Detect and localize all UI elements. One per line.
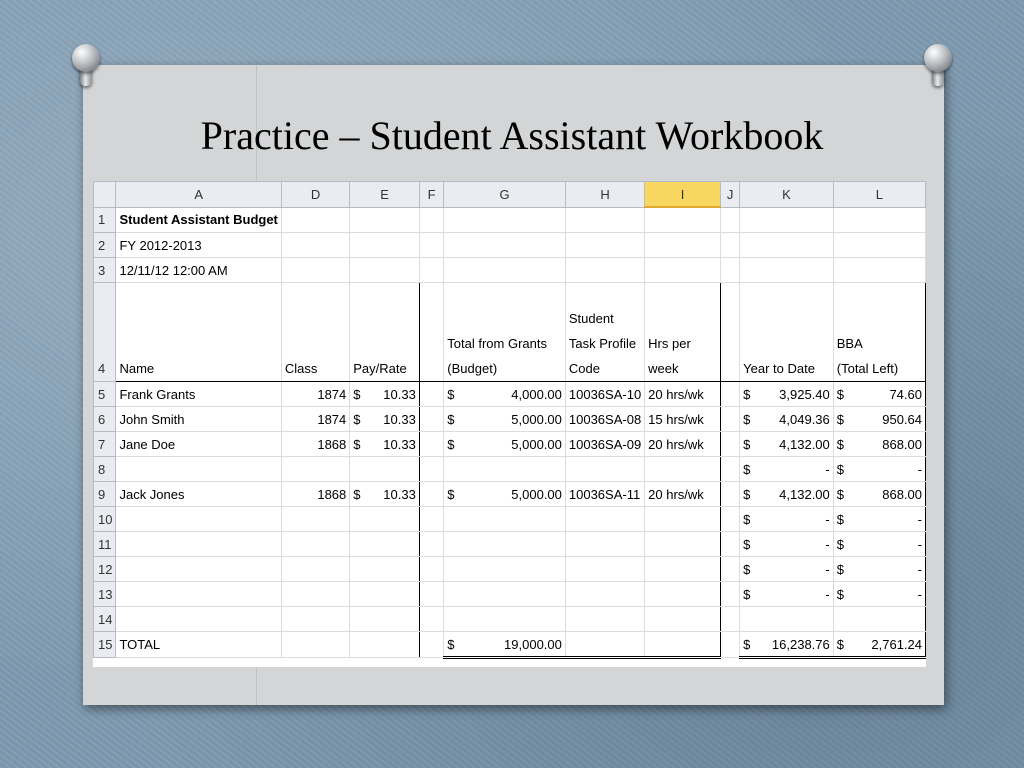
- spreadsheet-grid: [93, 181, 926, 659]
- currency-symbol: $: [743, 586, 751, 602]
- cell-task-code[interactable]: 10036SA-08: [565, 407, 644, 432]
- cell-pay-rate[interactable]: [350, 407, 420, 432]
- currency-symbol: $: [743, 511, 751, 527]
- cell-empty[interactable]: [565, 632, 644, 658]
- amount-value: -: [917, 586, 922, 602]
- total-bba[interactable]: [833, 632, 925, 658]
- cell-empty[interactable]: [419, 233, 443, 258]
- row-number[interactable]: 10: [94, 507, 116, 532]
- column-header-f[interactable]: F: [419, 182, 443, 208]
- cell-empty[interactable]: [350, 632, 420, 658]
- cell-bba[interactable]: [833, 382, 925, 407]
- header-total-from-grants-line: Total from Grants: [447, 336, 547, 351]
- cell-bba[interactable]: [833, 557, 925, 582]
- amount-value: 10.33: [383, 411, 416, 427]
- cell-empty[interactable]: [645, 632, 721, 658]
- pushpin-left-icon: [72, 44, 100, 92]
- cell-name[interactable]: [116, 607, 281, 632]
- currency-symbol: $: [447, 636, 455, 652]
- amount-value: -: [917, 461, 922, 477]
- cell-empty[interactable]: [419, 607, 443, 632]
- cell-empty[interactable]: [740, 258, 834, 283]
- cell-class[interactable]: 1868: [281, 482, 349, 507]
- cell-a[interactable]: Student Assistant Budget: [116, 207, 281, 233]
- cell-hrs[interactable]: [645, 557, 721, 582]
- header-task-profile-code-line: Code: [568, 361, 600, 376]
- cell-empty[interactable]: [419, 432, 443, 457]
- cell-empty[interactable]: [419, 582, 443, 607]
- cell-empty[interactable]: [740, 207, 834, 233]
- table-row: [94, 382, 926, 407]
- cell-empty[interactable]: [645, 258, 721, 283]
- cell-name[interactable]: [116, 557, 281, 582]
- cell-year-to-date[interactable]: [740, 557, 834, 582]
- cell-bba[interactable]: [833, 457, 925, 482]
- row-number[interactable]: 4: [94, 283, 116, 382]
- amount-value: 74.60: [889, 386, 922, 402]
- cell-name[interactable]: Jane Doe: [116, 432, 281, 457]
- currency-symbol: $: [353, 486, 361, 502]
- row-number[interactable]: 15: [94, 632, 116, 658]
- cell-budget[interactable]: [444, 482, 566, 507]
- cell-bba[interactable]: [833, 432, 925, 457]
- table-row: [94, 457, 926, 482]
- cell-hrs[interactable]: 20 hrs/wk: [645, 482, 721, 507]
- header-task-profile-code-line: Student: [568, 311, 614, 326]
- cell-empty[interactable]: [444, 207, 566, 233]
- cell-task-code[interactable]: [565, 532, 644, 557]
- cell-year-to-date[interactable]: [740, 532, 834, 557]
- amount-value: 5,000.00: [511, 486, 562, 502]
- cell-year-to-date[interactable]: [740, 432, 834, 457]
- table-row: [94, 557, 926, 582]
- currency-symbol: $: [743, 436, 751, 452]
- row-number[interactable]: 8: [94, 457, 116, 482]
- cell-empty[interactable]: [419, 258, 443, 283]
- cell-empty[interactable]: [281, 207, 349, 233]
- amount-value: 950.64: [882, 411, 922, 427]
- table-header-row: [94, 283, 926, 382]
- total-label[interactable]: TOTAL: [116, 632, 281, 658]
- cell-empty[interactable]: [419, 532, 443, 557]
- cell-empty[interactable]: [444, 258, 566, 283]
- row-number[interactable]: 11: [94, 532, 116, 557]
- row-number[interactable]: 13: [94, 582, 116, 607]
- cell-a[interactable]: 12/11/12 12:00 AM: [116, 258, 281, 283]
- currency-symbol: $: [743, 636, 751, 652]
- cell-budget[interactable]: [444, 582, 566, 607]
- cell-empty[interactable]: [419, 557, 443, 582]
- cell-task-code[interactable]: [565, 582, 644, 607]
- column-header-h[interactable]: H: [565, 182, 644, 208]
- cell-empty[interactable]: [721, 207, 740, 233]
- cell-budget[interactable]: [444, 557, 566, 582]
- cell-bba[interactable]: [833, 532, 925, 557]
- column-header-g[interactable]: G: [444, 182, 566, 208]
- cell-year-to-date[interactable]: [740, 582, 834, 607]
- amount-value: 5,000.00: [511, 411, 562, 427]
- header-class[interactable]: Class: [281, 283, 349, 382]
- cell-class[interactable]: [281, 532, 349, 557]
- cell-empty[interactable]: [281, 632, 349, 658]
- cell-empty[interactable]: [721, 607, 740, 632]
- amount-value: -: [917, 561, 922, 577]
- cell-bba[interactable]: [833, 582, 925, 607]
- row-number[interactable]: 7: [94, 432, 116, 457]
- cell-empty[interactable]: [721, 582, 740, 607]
- cell-bba[interactable]: [833, 607, 925, 632]
- cell-empty[interactable]: [721, 507, 740, 532]
- cell-year-to-date[interactable]: [740, 407, 834, 432]
- cell-pay-rate[interactable]: [350, 507, 420, 532]
- sheet-row: [94, 233, 926, 258]
- sheet-row: [94, 258, 926, 283]
- row-number[interactable]: 6: [94, 407, 116, 432]
- currency-symbol: $: [447, 411, 455, 427]
- cell-empty[interactable]: [281, 233, 349, 258]
- table-row: [94, 507, 926, 532]
- amount-value: 4,132.00: [779, 436, 830, 452]
- cell-budget[interactable]: [444, 407, 566, 432]
- cell-year-to-date[interactable]: [740, 482, 834, 507]
- header-task-profile-code[interactable]: [565, 283, 644, 382]
- cell-empty[interactable]: [565, 207, 644, 233]
- cell-hrs[interactable]: [645, 582, 721, 607]
- currency-symbol: $: [743, 386, 751, 402]
- currency-symbol: $: [836, 436, 844, 452]
- header-task-profile-code-line: Task Profile: [568, 336, 637, 351]
- cell-empty[interactable]: [419, 457, 443, 482]
- header-pay-rate[interactable]: Pay/Rate: [350, 283, 420, 382]
- cell-hrs[interactable]: [645, 532, 721, 557]
- cell-task-code[interactable]: [565, 457, 644, 482]
- cell-empty[interactable]: [350, 207, 420, 233]
- row-number[interactable]: 5: [94, 382, 116, 407]
- column-header-k[interactable]: K: [740, 182, 834, 208]
- cell-name[interactable]: John Smith: [116, 407, 281, 432]
- cell-empty[interactable]: [444, 233, 566, 258]
- header-total-from-grants-line: (Budget): [447, 361, 498, 376]
- cell-empty[interactable]: [721, 557, 740, 582]
- cell-empty[interactable]: [281, 258, 349, 283]
- amount-value: -: [825, 536, 830, 552]
- currency-symbol: $: [836, 511, 844, 527]
- cell-class[interactable]: 1868: [281, 432, 349, 457]
- column-header-j[interactable]: J: [721, 182, 740, 208]
- cell-pay-rate[interactable]: [350, 607, 420, 632]
- row-number[interactable]: 3: [94, 258, 116, 283]
- amount-value: 5,000.00: [511, 436, 562, 452]
- cell-empty[interactable]: [721, 407, 740, 432]
- amount-value: 10.33: [383, 436, 416, 452]
- currency-symbol: $: [447, 486, 455, 502]
- cell-name[interactable]: [116, 507, 281, 532]
- cell-budget[interactable]: [444, 607, 566, 632]
- cell-task-code[interactable]: 10036SA-10: [565, 382, 644, 407]
- sheet-row: [94, 207, 926, 233]
- amount-value: 4,132.00: [779, 486, 830, 502]
- cell-class[interactable]: [281, 507, 349, 532]
- cell-budget[interactable]: [444, 382, 566, 407]
- cell-empty[interactable]: [740, 233, 834, 258]
- cell-empty[interactable]: [721, 283, 740, 382]
- cell-empty[interactable]: [419, 407, 443, 432]
- currency-symbol: $: [743, 411, 751, 427]
- currency-symbol: $: [836, 486, 844, 502]
- amount-value: 4,049.36: [779, 411, 830, 427]
- total-budget[interactable]: [444, 632, 566, 658]
- row-number[interactable]: 2: [94, 233, 116, 258]
- table-row: [94, 432, 926, 457]
- cell-task-code[interactable]: 10036SA-09: [565, 432, 644, 457]
- cell-name[interactable]: [116, 532, 281, 557]
- cell-empty[interactable]: [721, 482, 740, 507]
- amount-value: 10.33: [383, 486, 416, 502]
- cell-pay-rate[interactable]: [350, 382, 420, 407]
- currency-symbol: $: [836, 636, 844, 652]
- table-row: [94, 607, 926, 632]
- amount-value: 868.00: [882, 436, 922, 452]
- row-number[interactable]: 14: [94, 607, 116, 632]
- currency-symbol: $: [743, 486, 751, 502]
- header-hrs-per-week-line: Hrs per: [648, 336, 691, 351]
- cell-name[interactable]: Frank Grants: [116, 382, 281, 407]
- cell-budget[interactable]: [444, 507, 566, 532]
- cell-empty[interactable]: [833, 258, 925, 283]
- currency-symbol: $: [447, 436, 455, 452]
- currency-symbol: $: [353, 386, 361, 402]
- cell-pay-rate[interactable]: [350, 557, 420, 582]
- cell-hrs[interactable]: 20 hrs/wk: [645, 432, 721, 457]
- cell-hrs[interactable]: [645, 607, 721, 632]
- cell-empty[interactable]: [721, 632, 740, 658]
- row-number[interactable]: 1: [94, 207, 116, 233]
- cell-empty[interactable]: [721, 532, 740, 557]
- cell-budget[interactable]: [444, 457, 566, 482]
- cell-class[interactable]: [281, 582, 349, 607]
- amount-value: 16,238.76: [771, 636, 830, 652]
- header-total-from-grants[interactable]: [444, 283, 566, 382]
- cell-hrs[interactable]: [645, 457, 721, 482]
- cell-task-code[interactable]: [565, 557, 644, 582]
- cell-bba[interactable]: [833, 407, 925, 432]
- amount-value: -: [917, 511, 922, 527]
- currency-symbol: $: [836, 386, 844, 402]
- cell-empty[interactable]: [721, 382, 740, 407]
- column-header-l[interactable]: L: [833, 182, 925, 208]
- cell-name[interactable]: [116, 582, 281, 607]
- cell-empty[interactable]: [565, 233, 644, 258]
- cell-empty[interactable]: [721, 457, 740, 482]
- currency-symbol: $: [743, 461, 751, 477]
- amount-value: 868.00: [882, 486, 922, 502]
- total-year-to-date[interactable]: [740, 632, 834, 658]
- currency-symbol: $: [836, 411, 844, 427]
- cell-class[interactable]: [281, 607, 349, 632]
- cell-empty[interactable]: [645, 207, 721, 233]
- cell-empty[interactable]: [350, 233, 420, 258]
- amount-value: 3,925.40: [779, 386, 830, 402]
- currency-symbol: $: [743, 561, 751, 577]
- header-bba-line: BBA: [836, 336, 863, 351]
- amount-value: -: [917, 536, 922, 552]
- table-row: [94, 407, 926, 432]
- amount-value: 10.33: [383, 386, 416, 402]
- total-row: [94, 632, 926, 658]
- table-row: [94, 482, 926, 507]
- cell-budget[interactable]: [444, 432, 566, 457]
- amount-value: 19,000.00: [504, 636, 562, 652]
- cell-year-to-date[interactable]: [740, 382, 834, 407]
- cell-empty[interactable]: [565, 258, 644, 283]
- column-header-a[interactable]: A: [116, 182, 281, 208]
- cell-pay-rate[interactable]: [350, 532, 420, 557]
- cell-bba[interactable]: [833, 507, 925, 532]
- cell-empty[interactable]: [721, 233, 740, 258]
- cell-pay-rate[interactable]: [350, 582, 420, 607]
- cell-empty[interactable]: [833, 207, 925, 233]
- cell-a[interactable]: FY 2012-2013: [116, 233, 281, 258]
- currency-symbol: $: [353, 411, 361, 427]
- cell-year-to-date[interactable]: [740, 507, 834, 532]
- header-bba-line: (Total Left): [836, 361, 899, 376]
- cell-empty[interactable]: [419, 207, 443, 233]
- currency-symbol: $: [836, 561, 844, 577]
- cell-empty[interactable]: [419, 482, 443, 507]
- cell-class[interactable]: 1874: [281, 382, 349, 407]
- cell-hrs[interactable]: [645, 507, 721, 532]
- cell-task-code[interactable]: [565, 507, 644, 532]
- header-hrs-per-week[interactable]: [645, 283, 721, 382]
- header-bba[interactable]: [833, 283, 925, 382]
- table-row: [94, 532, 926, 557]
- cell-empty[interactable]: [721, 432, 740, 457]
- column-header-d[interactable]: D: [281, 182, 349, 208]
- cell-name[interactable]: [116, 457, 281, 482]
- cell-pay-rate[interactable]: [350, 482, 420, 507]
- pushpin-right-icon: [924, 44, 952, 92]
- cell-class[interactable]: [281, 457, 349, 482]
- select-all-corner[interactable]: [94, 182, 116, 208]
- cell-task-code[interactable]: [565, 607, 644, 632]
- cell-budget[interactable]: [444, 532, 566, 557]
- row-number[interactable]: 9: [94, 482, 116, 507]
- cell-pay-rate[interactable]: [350, 457, 420, 482]
- header-hrs-per-week-line: week: [648, 361, 679, 376]
- cell-empty[interactable]: [419, 283, 443, 382]
- cell-name[interactable]: Jack Jones: [116, 482, 281, 507]
- currency-symbol: $: [836, 536, 844, 552]
- amount-value: 2,761.24: [871, 636, 922, 652]
- cell-hrs[interactable]: 15 hrs/wk: [645, 407, 721, 432]
- cell-hrs[interactable]: 20 hrs/wk: [645, 382, 721, 407]
- table-row: [94, 582, 926, 607]
- column-header-i[interactable]: I: [645, 182, 721, 208]
- currency-symbol: $: [836, 586, 844, 602]
- row-number[interactable]: 12: [94, 557, 116, 582]
- cell-empty[interactable]: [645, 233, 721, 258]
- cell-class[interactable]: [281, 557, 349, 582]
- cell-pay-rate[interactable]: [350, 432, 420, 457]
- header-year-to-date[interactable]: Year to Date: [740, 283, 834, 382]
- cell-empty[interactable]: [721, 258, 740, 283]
- cell-class[interactable]: 1874: [281, 407, 349, 432]
- cell-empty[interactable]: [833, 233, 925, 258]
- currency-symbol: $: [447, 386, 455, 402]
- amount-value: -: [825, 511, 830, 527]
- amount-value: 4,000.00: [511, 386, 562, 402]
- cell-empty[interactable]: [419, 507, 443, 532]
- column-header-e[interactable]: E: [350, 182, 420, 208]
- amount-value: -: [825, 561, 830, 577]
- cell-empty[interactable]: [419, 382, 443, 407]
- cell-year-to-date[interactable]: [740, 607, 834, 632]
- cell-task-code[interactable]: 10036SA-11: [565, 482, 644, 507]
- cell-bba[interactable]: [833, 482, 925, 507]
- amount-value: -: [825, 461, 830, 477]
- cell-empty[interactable]: [350, 258, 420, 283]
- currency-symbol: $: [743, 536, 751, 552]
- spreadsheet: [93, 181, 926, 667]
- cell-year-to-date[interactable]: [740, 457, 834, 482]
- currency-symbol: $: [836, 461, 844, 477]
- column-header-row: [94, 182, 926, 208]
- amount-value: -: [825, 586, 830, 602]
- cell-empty[interactable]: [419, 632, 443, 658]
- header-name[interactable]: Name: [116, 283, 281, 382]
- slide-title: Practice – Student Assistant Workbook: [200, 113, 824, 158]
- currency-symbol: $: [353, 436, 361, 452]
